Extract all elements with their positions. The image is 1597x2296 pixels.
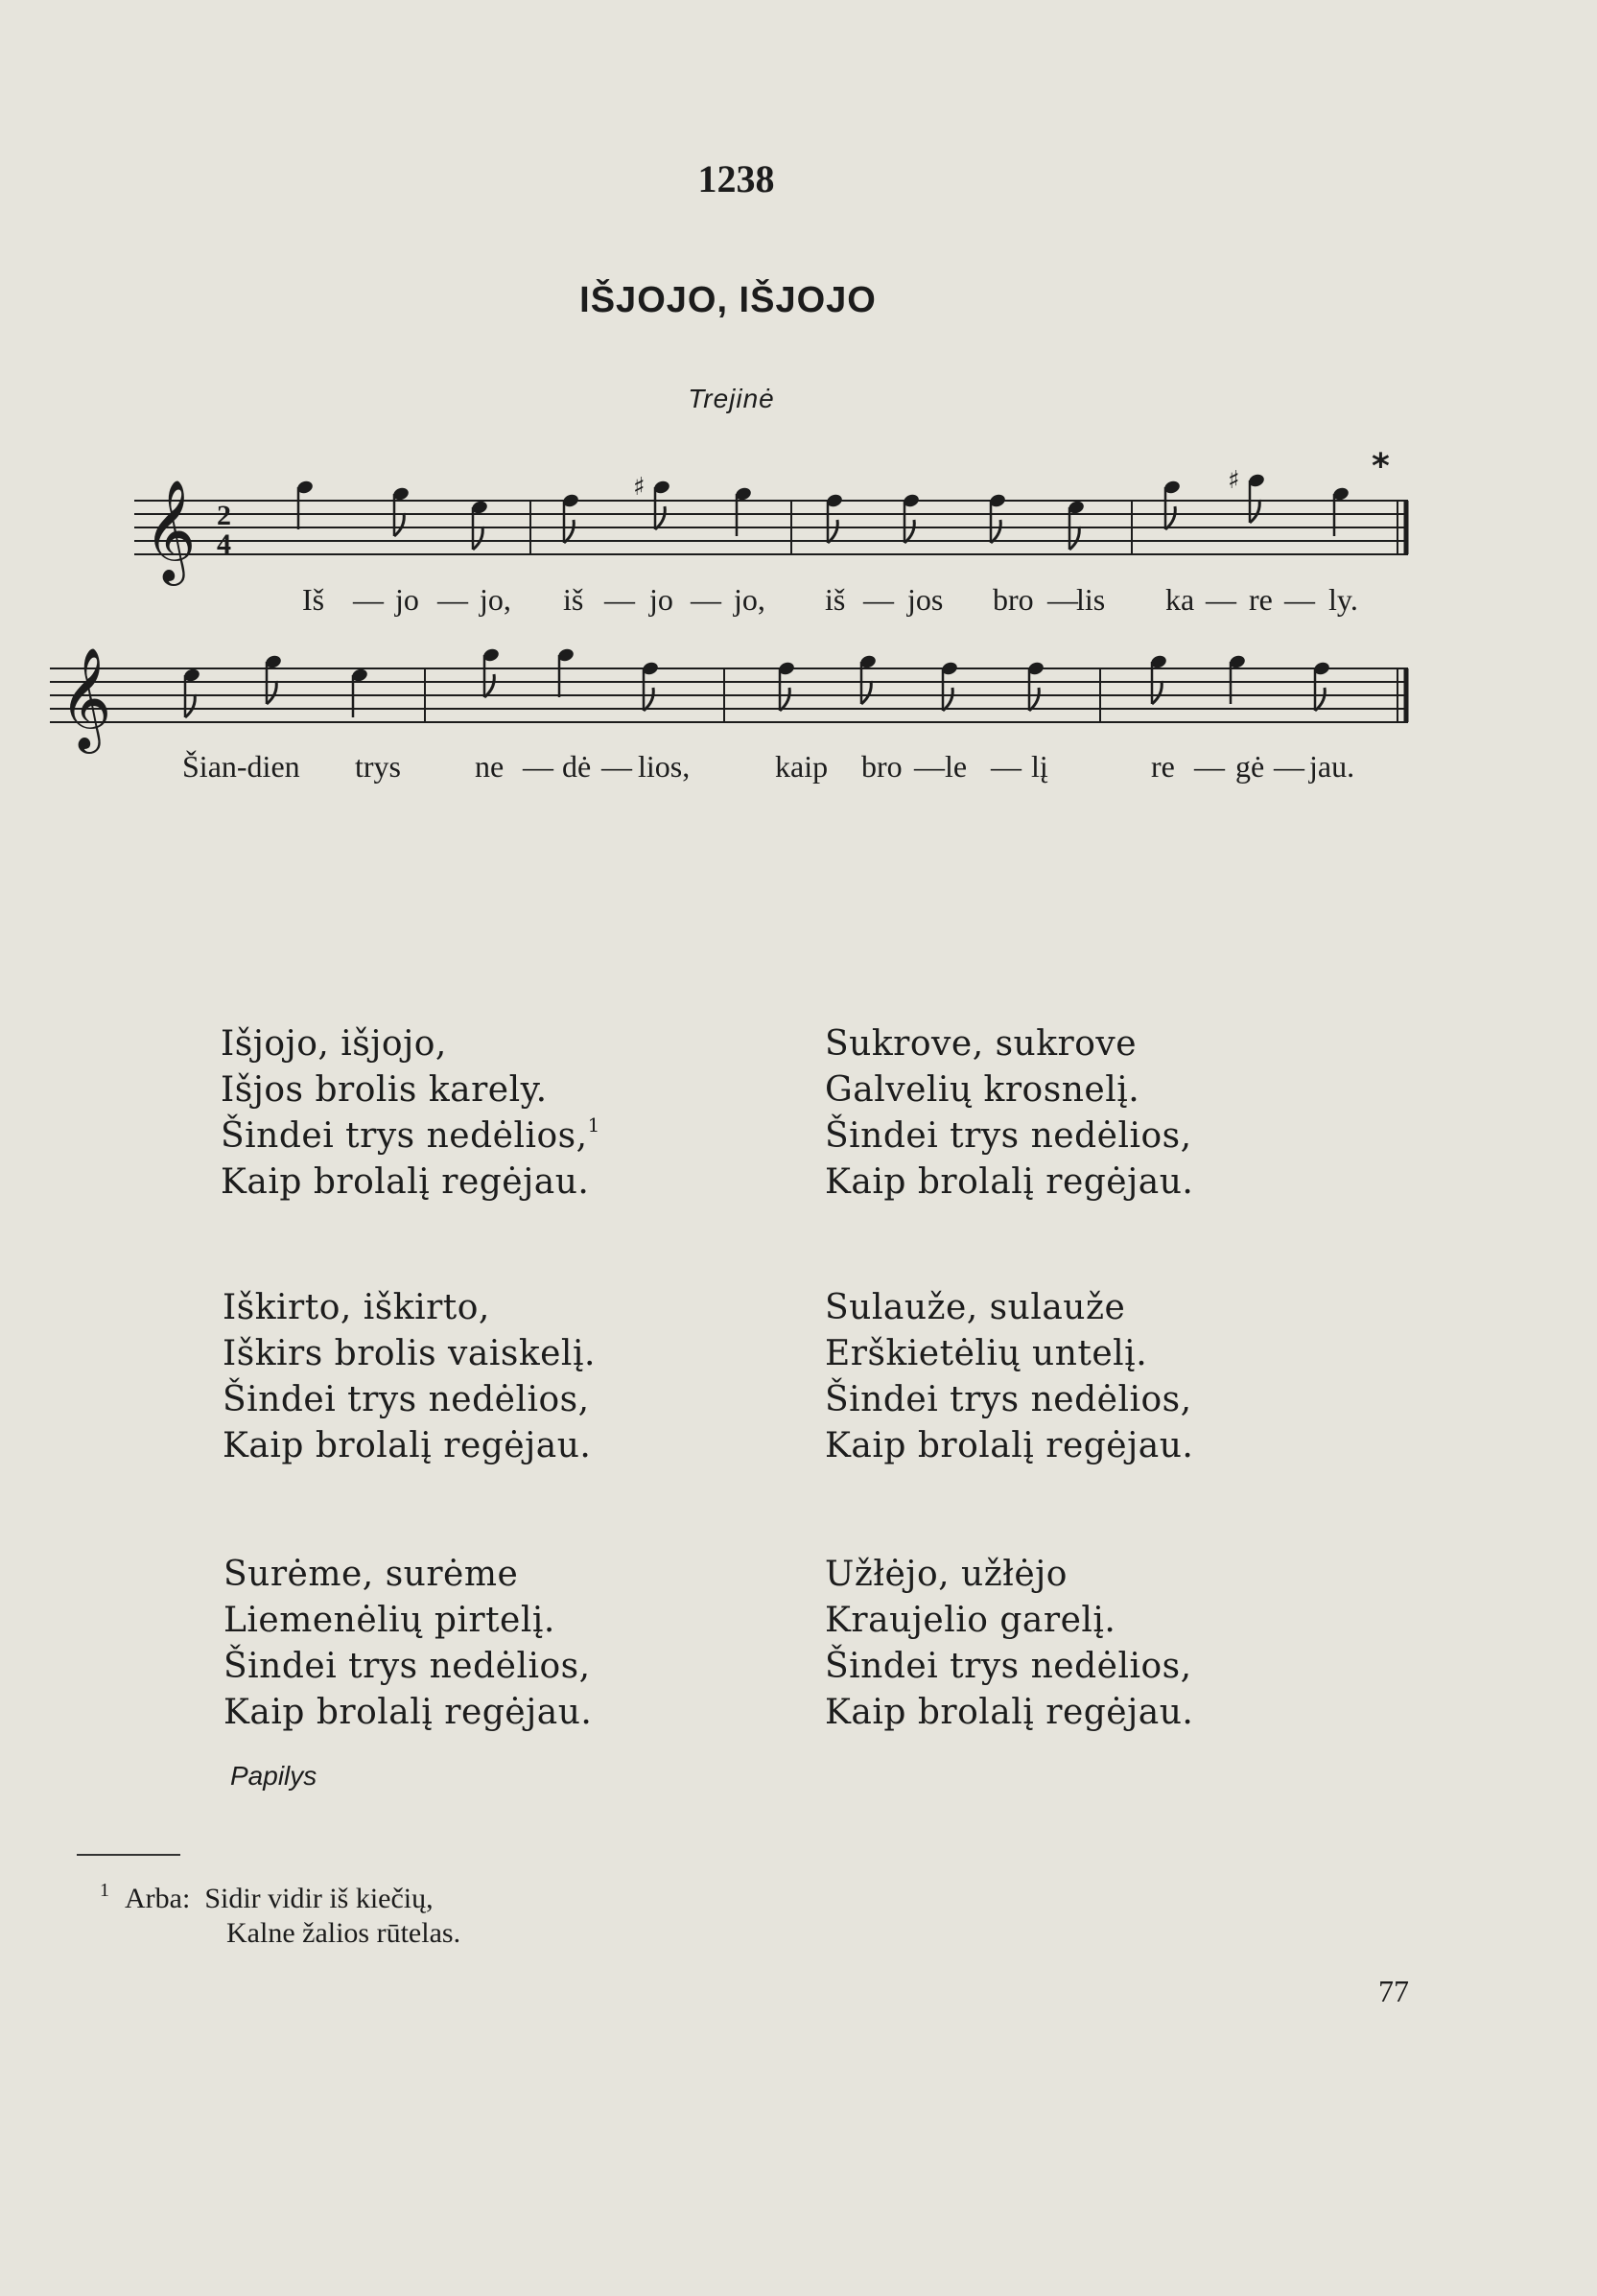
lyric-syllable: re: [1249, 582, 1273, 617]
stanza: [223, 1285, 760, 1469]
stanza-line: Kaip brolalį regėjau.: [825, 1693, 1194, 1732]
note-flag: [1069, 527, 1079, 550]
lyric-syllable: iš: [825, 582, 846, 617]
note-flag: [904, 520, 914, 543]
lyric-syllable: lį: [1031, 749, 1048, 784]
stanza: [825, 1285, 1362, 1469]
note-flag: [655, 506, 665, 529]
stanza-line: Kaip brolalį regėjau.: [223, 1426, 592, 1465]
footnote-marker: 1: [100, 1880, 109, 1901]
lyric-syllable: Šian-dien: [182, 749, 300, 784]
song-title: IŠJOJO, IŠJOJO: [579, 280, 877, 320]
lyric-syllable: —: [914, 749, 945, 784]
note-flag: [644, 688, 653, 711]
notes-line-1: [295, 466, 1350, 550]
lyric-syllable: —: [1274, 749, 1304, 784]
stanza-line: Iškirs brolis vaiskelį.: [223, 1334, 596, 1373]
lyric-syllable: jo,: [734, 582, 765, 617]
lyric-syllable: —: [353, 582, 384, 617]
lyric-syllable: —: [1284, 582, 1315, 617]
lyric-syllable: le: [945, 749, 968, 784]
lyric-syllable: jo: [395, 582, 419, 617]
lyric-syllable: jau.: [1309, 749, 1355, 784]
note-flag: [1152, 681, 1162, 704]
note-flag: [943, 688, 952, 711]
lyric-syllable: —: [1194, 749, 1225, 784]
lyric-syllable: —: [1206, 582, 1236, 617]
stanza-line: Šindei trys nedėlios,: [825, 1647, 1192, 1686]
lyric-syllable: Iš: [302, 582, 325, 617]
note-flag: [394, 513, 404, 536]
lyric-syllable: —: [437, 582, 468, 617]
staff-line-2: [50, 668, 1408, 722]
note-flag: [991, 520, 1000, 543]
stanza: [223, 1552, 761, 1736]
lyric-syllable: re: [1151, 749, 1175, 784]
stanza-line: Sulauže, sulauže: [825, 1288, 1126, 1327]
source-location: Papilys: [230, 1761, 317, 1791]
sharp-icon: ♯: [1228, 466, 1240, 495]
lyric-syllable: iš: [563, 582, 584, 617]
stanza-line: Sukrove, sukrove: [825, 1024, 1138, 1064]
footnote: [100, 1873, 460, 1951]
stanza-line: Kaip brolalį regėjau.: [223, 1693, 593, 1732]
stanza-line-text: Šindei trys nedėlios,: [221, 1116, 588, 1156]
stanza-line: Erškietėlių untelį.: [825, 1334, 1148, 1373]
stanza-line: Kaip brolalį regėjau.: [825, 1426, 1194, 1465]
lyric-syllable: —: [601, 749, 632, 784]
lyric-syllable: bro: [861, 749, 903, 784]
lyric-syllable: jo: [649, 582, 673, 617]
stanza: [825, 1552, 1362, 1736]
song-number: 1238: [697, 157, 775, 200]
page-number: 77: [1378, 1974, 1409, 2008]
note-flag: [267, 681, 276, 704]
treble-clef-icon: 𝄞: [144, 479, 197, 581]
lyric-syllable: bro: [993, 582, 1034, 617]
lyric-syllable: gė: [1235, 749, 1265, 784]
stanza-line: Šindei trys nedėlios,: [825, 1116, 1192, 1156]
time-signature-top: 2: [217, 500, 231, 531]
stanza-line: Šindei trys nedėlios,: [825, 1380, 1192, 1419]
treble-clef-icon: 𝄞: [59, 646, 112, 749]
stanza-line: Kaip brolalį regėjau.: [221, 1162, 590, 1202]
note-flag: [780, 688, 789, 711]
lyric-syllable: lis: [1076, 582, 1106, 617]
footnote-line: Sidir vidir iš kiečių,: [204, 1883, 434, 1914]
lyric-syllable: jos: [907, 582, 944, 617]
stanza-line: Užłėjo, užłėjo: [825, 1555, 1068, 1594]
lyric-syllable: dė: [562, 749, 592, 784]
stanza-line: Galvelių krosnelį.: [825, 1070, 1140, 1110]
stanza-line: Kraujelio garelį.: [825, 1601, 1116, 1640]
note-flag: [861, 681, 871, 704]
note-flag: [1165, 506, 1175, 529]
lyric-syllable: —: [523, 749, 553, 784]
note-flag: [473, 527, 482, 550]
note-flag: [564, 520, 574, 543]
end-mark-asterisk: *: [1372, 447, 1390, 486]
footnote-reference: 1: [587, 1113, 600, 1136]
tempo-marking: Trejinė: [688, 384, 775, 413]
music-notation: [0, 0, 1597, 844]
stanza-line: Kaip brolalį regėjau.: [825, 1162, 1194, 1202]
note-flag: [828, 520, 837, 543]
stanza-line: Šindei trys nedėlios,: [223, 1647, 591, 1686]
lyric-syllable: ne: [475, 749, 505, 784]
stanza-line: Šindei trys nedėlios,: [223, 1380, 590, 1419]
note-flag: [484, 674, 494, 697]
footnote-divider: [77, 1854, 180, 1856]
stanza-line: [221, 1113, 758, 1160]
lyric-syllable: ly.: [1328, 582, 1358, 617]
lyrics-line-2: [182, 749, 1354, 784]
lyric-syllable: lios,: [638, 749, 691, 784]
lyric-syllable: —: [863, 582, 894, 617]
lyric-syllable: —: [691, 582, 721, 617]
lyric-syllable: ka: [1165, 582, 1195, 617]
stanza-line: Surėme, surėme: [223, 1555, 519, 1594]
lyrics-line-1: [302, 582, 1358, 617]
lyric-syllable: kaip: [775, 749, 829, 784]
stanza-line: Išjos brolis karely.: [221, 1070, 548, 1110]
time-signature-bottom: 4: [217, 528, 231, 560]
note-flag: [185, 694, 195, 717]
note-flag: [1315, 688, 1325, 711]
staff-line-1: [134, 501, 1408, 554]
lyric-syllable: jo,: [480, 582, 511, 617]
lyric-syllable: trys: [355, 749, 401, 784]
lyric-syllable: —: [604, 582, 635, 617]
lyric-syllable: —: [1047, 582, 1078, 617]
stanza: [221, 1021, 758, 1206]
lyric-syllable: —: [991, 749, 1022, 784]
note-flag: [1250, 500, 1259, 523]
stanza-line: Liemenėlių pirtelį.: [223, 1601, 555, 1640]
note-flag: [1029, 688, 1039, 711]
footnote-line: Kalne žalios rūtelas.: [226, 1917, 461, 1949]
footnote-label: Arba:: [125, 1883, 191, 1914]
stanza-line: Išjojo, išjojo,: [221, 1024, 447, 1064]
stanza-line: Iškirto, iškirto,: [223, 1288, 490, 1327]
sharp-icon: ♯: [633, 473, 646, 502]
stanza: [825, 1021, 1362, 1206]
